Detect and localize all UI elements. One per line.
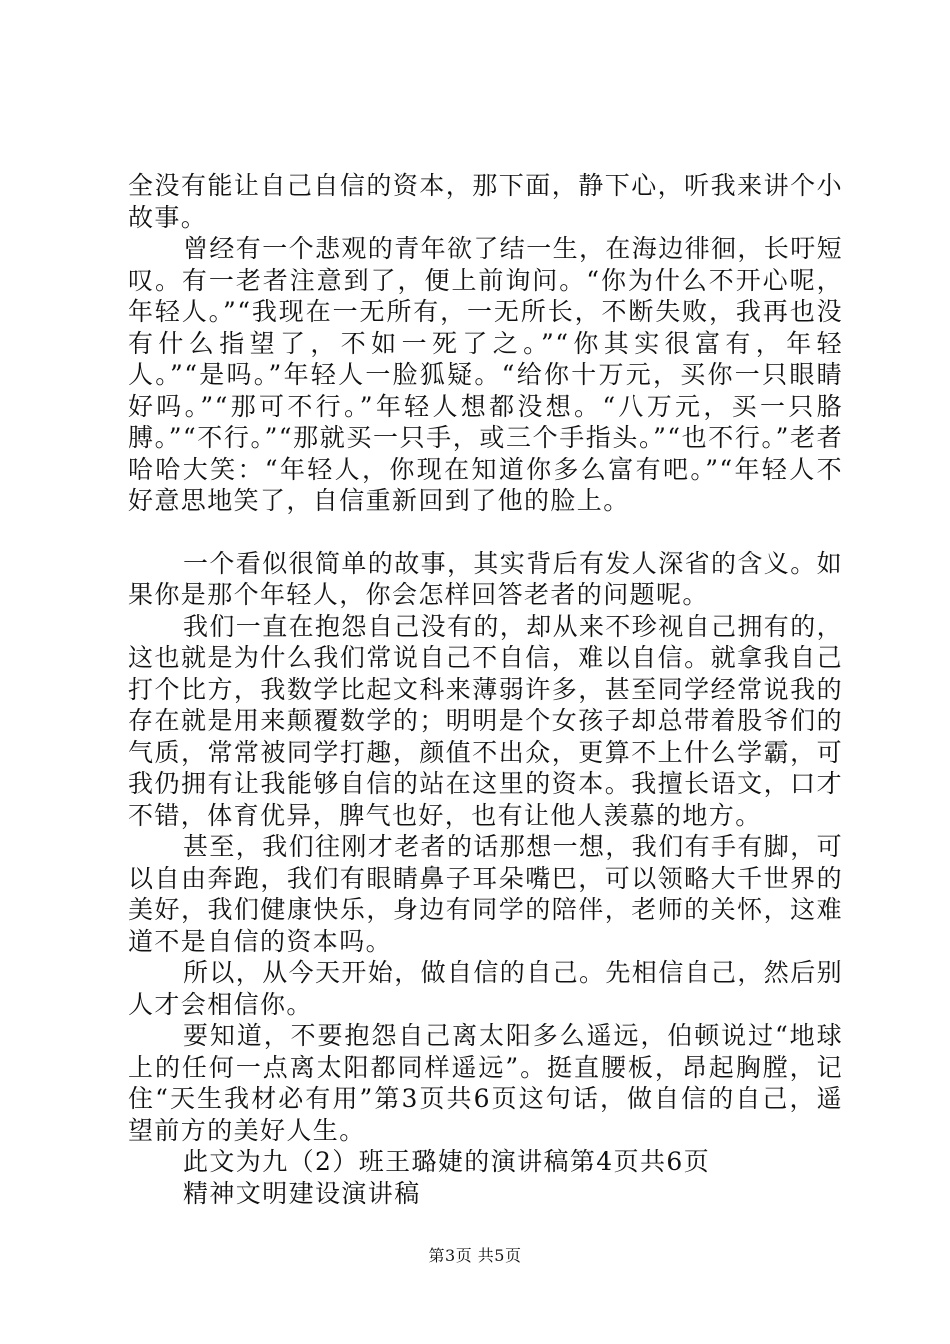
document-body bbox=[128, 170, 843, 1209]
paragraph-complaint: 我们一直在抱怨自己没有的，却从来不珍视自己拥有的，这也就是为什么我们常说自己不自信，难以自信。就拿我自己打个比方，我数学比起文科来薄弱许多，甚至同学经常说我的存在就是用来颠覆数学的；明明是个女孩子却总带着股爷们的气质，常常被同学打趣，颜值不出众，更算不上什么学霸，可我仍拥有让我能够自信的站在这里的资本。我擅长语文，口才不错，体育优异，脾气也好，也有让他人羡慕的地方。 bbox=[128, 611, 844, 830]
paragraph-story: 曾经有一个悲观的青年欲了结一生，在海边徘徊，长吁短叹。有一老者注意到了，便上前询问。“你为什么不开心呢，年轻人。”“我现在一无所有，一无所长，不断失败，我再也没有什么指望了，不如一死了之。”“你其实很富有，年轻人。”“是吗。”年轻人一脸狐疑。“给你十万元，买你一只眼睛好吗。”“那可不行。”年轻人想都没想。“八万元，买一只胳膊。”“不行。”“那就买一只手，或三个手指头。”“也不行。”老者哈哈大笑：“年轻人，你现在知道你多么富有吧。”“年轻人不好意思地笑了，自信重新回到了他的脸上。 bbox=[128, 234, 844, 515]
paragraph-next-title: 精神文明建设演讲稿 bbox=[183, 1178, 421, 1208]
paragraph-know-this: 要知道，不要抱怨自己离太阳多么遥远，伯顿说过“地球上的任何一点离太阳都同样遥远”。挺直腰板，昂起胸膛，记住“天生我材必有用”第3页共6页这句话，做自信的自己，遥望前方的美好人生。 bbox=[128, 1021, 843, 1145]
page-footer: 第3页 共5页 bbox=[428, 1246, 522, 1265]
paragraph-intro-continuation: 全没有能让自己自信的资本，那下面，静下心，听我来讲个小故事。 bbox=[128, 171, 843, 232]
paragraph-author-note: 此文为九（2）班王璐婕的演讲稿第4页共6页 bbox=[183, 1147, 711, 1176]
paragraph-start-today: 所以，从今天开始，做自信的自己。先相信自己，然后别人才会相信你。 bbox=[128, 958, 844, 1019]
paragraph-moreover: 甚至，我们往刚才老者的话那想一想，我们有手有脚，可以自由奔跑，我们有眼睛鼻子耳朵嘴巴，可以领略大千世界的美好，我们健康快乐，身边有同学的陪伴，老师的关怀，这难道不是自信的资本吗。 bbox=[128, 832, 844, 956]
paragraph-story-meaning: 一个看似很简单的故事，其实背后有发人深省的含义。如果你是那个年轻人，你会怎样回答老者的问题呢。 bbox=[128, 548, 844, 609]
